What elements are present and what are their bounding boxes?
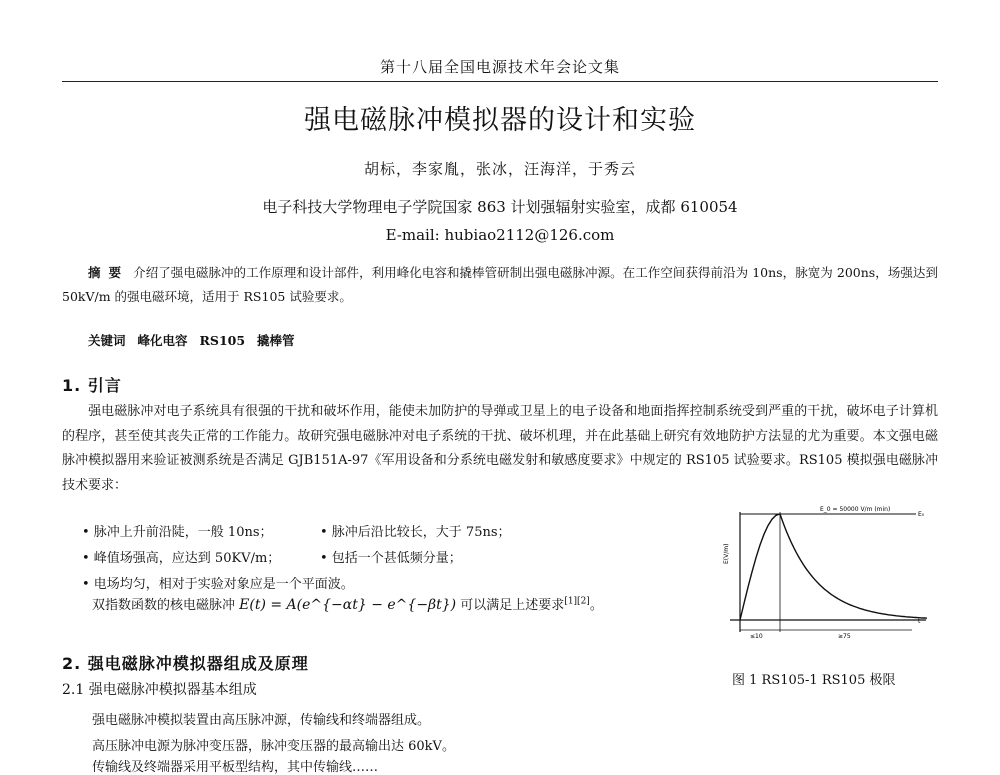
paper-title: 强电磁脉冲模拟器的设计和实验 xyxy=(304,105,696,136)
rise-label: ≤10 xyxy=(750,633,763,640)
figure-caption: 图 1 RS105-1 RS105 极限 xyxy=(732,673,896,688)
formula-prefix: 双指数函数的核电磁脉冲 xyxy=(92,598,236,613)
citation-refs: [1][2] xyxy=(564,596,590,607)
requirement-bullet: • 脉冲后沿比较长，大于 75ns； xyxy=(320,525,511,540)
requirement-bullet: • 电场均匀，相对于实验对象应是一个平面波。 xyxy=(82,577,354,592)
contact-email: E-mail: hubiao2112@126.com xyxy=(385,226,615,244)
affiliation: 电子科技大学物理电子学院国家 863 计划强辐射实验室，成都 610054 xyxy=(262,198,738,216)
svg-text:t: t xyxy=(918,618,921,625)
section-1-paragraph xyxy=(62,400,938,498)
curve-label: E_0 = 50000 V/m (min) xyxy=(820,506,891,513)
keyword-item: 撬棒管 xyxy=(257,333,295,348)
requirement-bullet: • 包括一个甚低频分量； xyxy=(320,551,462,566)
y-axis-label: E(V/m) xyxy=(723,543,730,564)
formula-suffix: 可以满足上述要求 xyxy=(460,598,565,613)
keywords-label: 关键词 xyxy=(88,333,126,348)
keywords xyxy=(88,331,307,349)
section-2-1-line: 高压脉冲电源为脉冲变压器，脉冲变压器的最高输出达 60kV。 xyxy=(92,739,455,754)
abstract-label: 摘要 xyxy=(88,265,130,280)
section-1-heading: 1. 引言 xyxy=(62,376,122,395)
section-2-heading: 2. 强电磁脉冲模拟器组成及原理 xyxy=(62,654,309,673)
rs105-waveform-figure xyxy=(722,498,934,648)
abstract-text: 介绍了强电磁脉冲的工作原理和设计部件，利用峰化电容和撬棒管研制出强电磁脉冲源。在工作空间获得前沿为 10ns，脉宽为 200ns，场强达到 50kV/m 的强电磁环境，适用于 RS105 试验要求。 xyxy=(62,265,938,304)
author-list: 胡标，李家胤，张冰，汪海洋，于秀云 xyxy=(363,160,636,178)
requirement-bullet: • 峰值场强高，应达到 50KV/m； xyxy=(82,551,281,566)
section-1-text: 强电磁脉冲对电子系统具有很强的干扰和破坏作用，能使未加防护的导弹或卫星上的电子设备和地面指挥控制系统受到严重的干扰，破坏电子计算机的程序，甚至使其丧失正常的工作能力。故研究强电磁脉冲对电子系统的干扰、破坏机理，并在此基础上研究有效地防护方法显的尤为重要。本文强电磁脉冲模拟器用来验证被测系统是否满足 GJB151A-97《军用设备和分系统电磁发射和敏感度要求》中规定的 RS105 试验要求。RS105 模拟强电磁脉冲技术要求： xyxy=(62,404,938,493)
header-rule xyxy=(62,81,938,82)
keyword-item: RS105 xyxy=(199,333,246,348)
svg-text:E₀: E₀ xyxy=(918,511,925,518)
section-2-1-line: 强电磁脉冲模拟装置由高压脉冲源，传输线和终端器组成。 xyxy=(92,713,431,728)
running-head: 第十八届全国电源技术年会论文集 xyxy=(379,58,620,76)
double-exponential-formula: E(t) = A(e^{−αt} − e^{−βt}) xyxy=(239,597,457,613)
width-label: ≥75 xyxy=(838,633,851,640)
formula-line: 双指数函数的核电磁脉冲 E(t) = A(e^{−αt} − e^{−βt}) 可以满足上述要求[1][2]。 xyxy=(92,596,603,613)
section-2-1-line: 传输线及终端器采用平板型结构，其中传输线…… xyxy=(92,760,379,775)
abstract xyxy=(62,261,938,309)
requirement-bullet: • 脉冲上升前沿陡，一般 10ns； xyxy=(82,525,273,540)
section-2-1-heading: 2.1 强电磁脉冲模拟器基本组成 xyxy=(62,682,257,698)
pulse-waveform xyxy=(740,514,927,620)
keyword-item: 峰化电容 xyxy=(137,333,188,348)
